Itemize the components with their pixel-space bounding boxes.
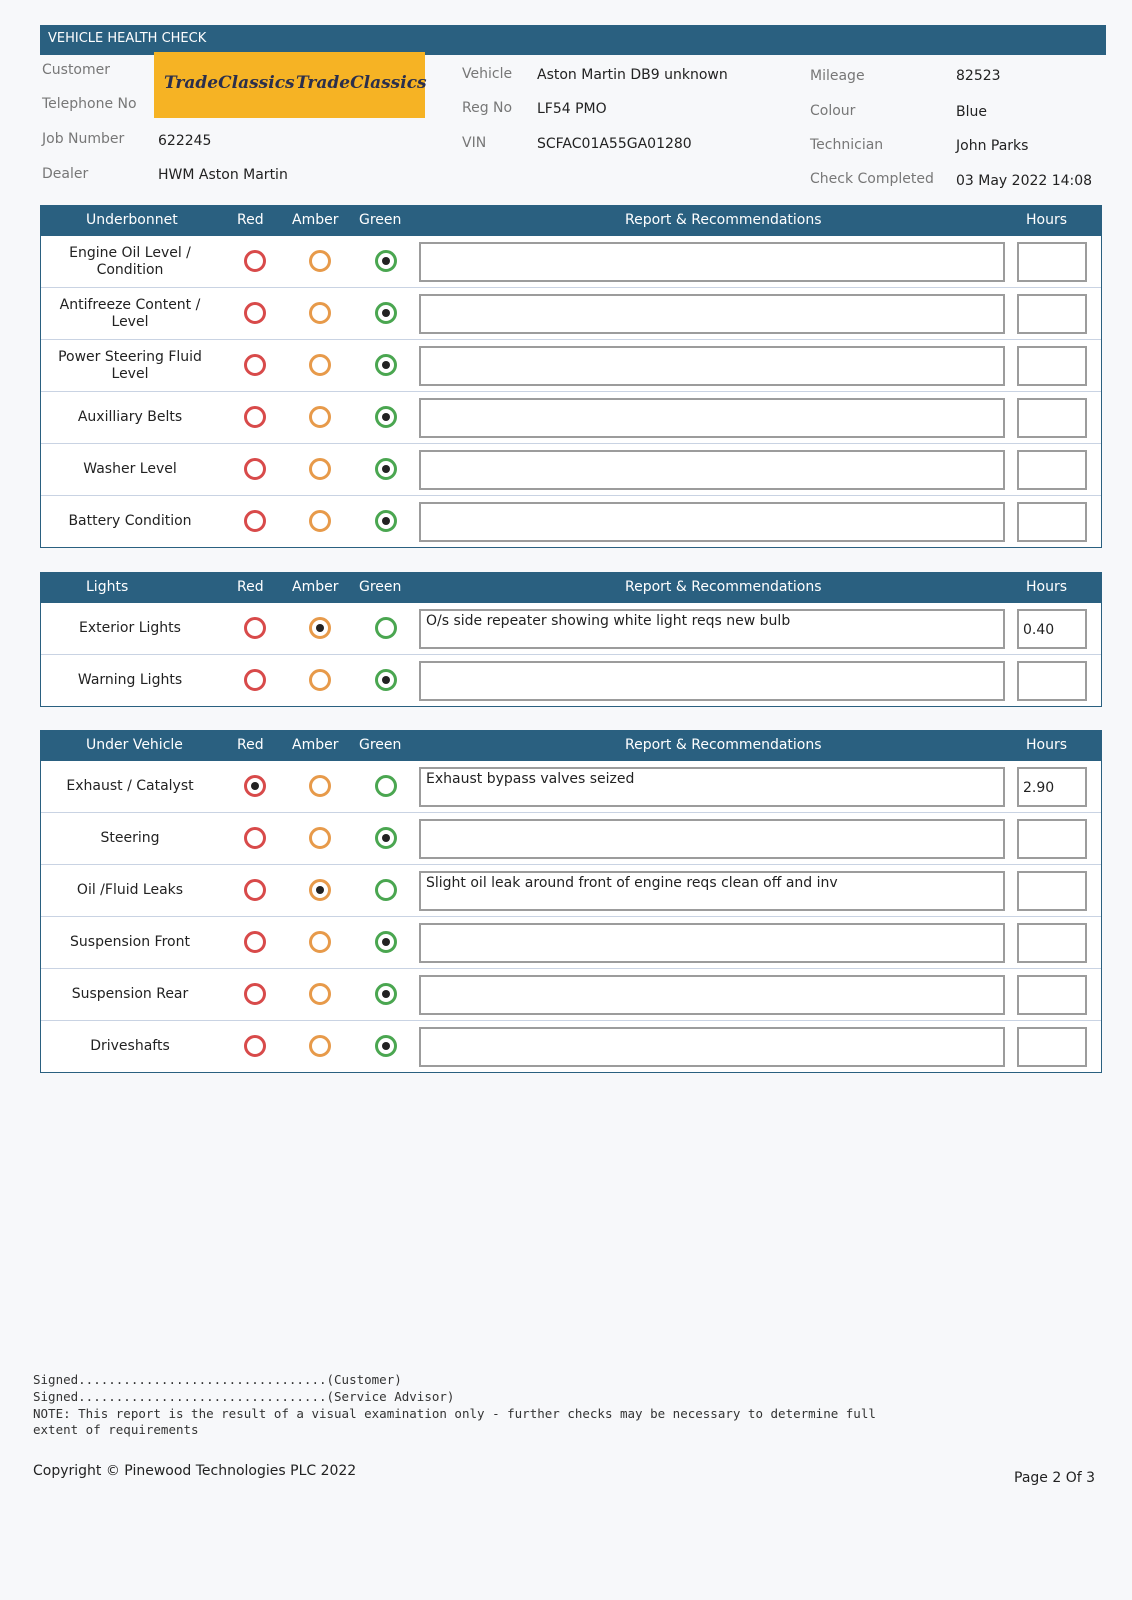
green-radio[interactable] xyxy=(375,983,397,1005)
col-amber-header: Amber xyxy=(292,579,339,595)
amber-radio[interactable] xyxy=(309,1035,331,1057)
amber-radio[interactable] xyxy=(309,983,331,1005)
red-radio[interactable] xyxy=(244,617,266,639)
vehicle-value: Aston Martin DB9 unknown xyxy=(537,67,728,83)
vin-label: VIN xyxy=(462,135,487,151)
green-radio[interactable] xyxy=(375,669,397,691)
section-header xyxy=(41,573,1101,603)
technician-value: John Parks xyxy=(956,138,1029,154)
amber-radio[interactable] xyxy=(309,302,331,324)
dealer-value: HWM Aston Martin xyxy=(158,167,288,183)
col-report-header: Report & Recommendations xyxy=(625,737,822,753)
col-hours-header: Hours xyxy=(1026,737,1068,753)
green-radio[interactable] xyxy=(375,250,397,272)
col-green-header: Green xyxy=(359,737,402,753)
report-field[interactable] xyxy=(419,1027,1005,1067)
check-row xyxy=(41,603,1101,654)
hours-field[interactable] xyxy=(1017,398,1087,438)
check-row xyxy=(41,968,1101,1020)
hours-field[interactable] xyxy=(1017,819,1087,859)
report-field[interactable] xyxy=(419,398,1005,438)
check-item-label: Auxilliary Belts xyxy=(77,409,183,425)
check-row xyxy=(41,1020,1101,1072)
col-green-header: Green xyxy=(359,579,402,595)
page-number: Page 2 Of 3 xyxy=(1014,1470,1096,1486)
check-row xyxy=(41,339,1101,391)
col-hours-header: Hours xyxy=(1026,212,1068,228)
hours-field[interactable]: 0.40 xyxy=(1017,609,1087,649)
green-radio[interactable] xyxy=(375,458,397,480)
hours-field[interactable] xyxy=(1017,871,1087,911)
check-item-label: Power Steering Fluid Level xyxy=(58,348,202,382)
check-item-label: Battery Condition xyxy=(68,513,192,529)
red-radio[interactable] xyxy=(244,458,266,480)
check-row xyxy=(41,761,1101,812)
green-radio[interactable] xyxy=(375,775,397,797)
report-field[interactable] xyxy=(419,450,1005,490)
reg-value: LF54 PMO xyxy=(537,101,607,117)
amber-radio[interactable] xyxy=(309,458,331,480)
job-number-value: 622245 xyxy=(158,133,212,149)
amber-radio[interactable] xyxy=(309,775,331,797)
amber-radio[interactable] xyxy=(309,617,331,639)
telephone-label: Telephone No xyxy=(42,96,137,112)
check-row xyxy=(41,443,1101,495)
col-report-header: Report & Recommendations xyxy=(625,579,822,595)
check-completed-label: Check Completed xyxy=(810,171,934,187)
hours-field[interactable] xyxy=(1017,975,1087,1015)
amber-radio[interactable] xyxy=(309,669,331,691)
dealer-label: Dealer xyxy=(42,166,89,182)
header-bar xyxy=(40,25,1106,55)
check-item-label: Oil /Fluid Leaks xyxy=(76,882,184,898)
col-red-header: Red xyxy=(237,212,264,228)
hours-field[interactable] xyxy=(1017,242,1087,282)
check-item-label: Warning Lights xyxy=(77,672,183,688)
col-amber-header: Amber xyxy=(292,737,339,753)
check-completed-value: 03 May 2022 14:08 xyxy=(956,173,1093,189)
check-row xyxy=(41,864,1101,916)
green-radio[interactable] xyxy=(375,931,397,953)
hours-field[interactable] xyxy=(1017,502,1087,542)
page-title: VEHICLE HEALTH CHECK xyxy=(48,31,207,46)
check-item-label: Driveshafts xyxy=(90,1038,170,1054)
check-item-label: Suspension Front xyxy=(70,934,190,950)
colour-label: Colour xyxy=(810,103,856,119)
hours-field[interactable]: 2.90 xyxy=(1017,767,1087,807)
green-radio[interactable] xyxy=(375,406,397,428)
green-radio[interactable] xyxy=(375,1035,397,1057)
signed-service-advisor: Signed.................................(Service Advisor) xyxy=(33,1389,455,1404)
red-radio[interactable] xyxy=(244,775,266,797)
section-title: Lights xyxy=(86,579,129,595)
report-field[interactable]: Exhaust bypass valves seized xyxy=(419,767,1005,807)
report-field[interactable] xyxy=(419,975,1005,1015)
section-title: Under Vehicle xyxy=(86,737,183,753)
amber-radio[interactable] xyxy=(309,406,331,428)
col-green-header: Green xyxy=(359,212,402,228)
amber-radio[interactable] xyxy=(309,931,331,953)
red-radio[interactable] xyxy=(244,827,266,849)
col-hours-header: Hours xyxy=(1026,579,1068,595)
report-field[interactable] xyxy=(419,346,1005,386)
hours-field[interactable] xyxy=(1017,294,1087,334)
check-row xyxy=(41,391,1101,443)
check-row xyxy=(41,916,1101,968)
check-row xyxy=(41,812,1101,864)
report-field[interactable] xyxy=(419,242,1005,282)
check-item-label: Suspension Rear xyxy=(71,986,189,1002)
green-radio[interactable] xyxy=(375,827,397,849)
mileage-label: Mileage xyxy=(810,68,865,84)
green-radio[interactable] xyxy=(375,302,397,324)
vehicle-label: Vehicle xyxy=(462,66,513,82)
check-item-label: Antifreeze Content / Level xyxy=(59,296,201,330)
check-item-label: Exhaust / Catalyst xyxy=(66,778,194,794)
signed-customer: Signed.................................(Customer) xyxy=(33,1372,402,1387)
red-radio[interactable] xyxy=(244,1035,266,1057)
report-field[interactable]: O/s side repeater showing white light reqs new bulb xyxy=(419,609,1005,649)
red-radio[interactable] xyxy=(244,983,266,1005)
section-header xyxy=(41,206,1101,236)
green-radio[interactable] xyxy=(375,879,397,901)
hours-field[interactable] xyxy=(1017,346,1087,386)
hours-field[interactable] xyxy=(1017,661,1087,701)
check-item-label: Steering xyxy=(100,830,160,846)
col-report-header: Report & Recommendations xyxy=(625,212,822,228)
trade-classics-logo xyxy=(154,52,425,118)
col-red-header: Red xyxy=(237,579,264,595)
amber-radio[interactable] xyxy=(309,827,331,849)
report-field[interactable] xyxy=(419,294,1005,334)
col-red-header: Red xyxy=(237,737,264,753)
section-lights xyxy=(40,572,1102,707)
copyright: Copyright © Pinewood Technologies PLC 2022 xyxy=(33,1463,357,1479)
amber-radio[interactable] xyxy=(309,250,331,272)
check-row xyxy=(41,495,1101,547)
report-field[interactable] xyxy=(419,661,1005,701)
green-radio[interactable] xyxy=(375,617,397,639)
red-radio[interactable] xyxy=(244,510,266,532)
red-radio[interactable] xyxy=(244,879,266,901)
red-radio[interactable] xyxy=(244,931,266,953)
report-field[interactable] xyxy=(419,502,1005,542)
amber-radio[interactable] xyxy=(309,354,331,376)
hours-field[interactable] xyxy=(1017,1027,1087,1067)
section-under-vehicle xyxy=(40,730,1102,1073)
green-radio[interactable] xyxy=(375,354,397,376)
red-radio[interactable] xyxy=(244,669,266,691)
logo-text-left: TradeClassics xyxy=(164,73,295,93)
mileage-value: 82523 xyxy=(956,68,1001,84)
section-header xyxy=(41,731,1101,761)
vin-value: SCFAC01A55GA01280 xyxy=(537,136,692,152)
report-field[interactable]: Slight oil leak around front of engine reqs clean off and inv xyxy=(419,871,1005,911)
green-radio[interactable] xyxy=(375,510,397,532)
check-item-label: Exterior Lights xyxy=(79,620,181,636)
technician-label: Technician xyxy=(810,137,884,153)
red-radio[interactable] xyxy=(244,250,266,272)
col-amber-header: Amber xyxy=(292,212,339,228)
report-field[interactable] xyxy=(419,819,1005,859)
red-radio[interactable] xyxy=(244,354,266,376)
red-radio[interactable] xyxy=(244,302,266,324)
section-title: Underbonnet xyxy=(86,212,178,228)
amber-radio[interactable] xyxy=(309,510,331,532)
hours-field[interactable] xyxy=(1017,923,1087,963)
colour-value: Blue xyxy=(956,104,987,120)
check-row xyxy=(41,287,1101,339)
check-item-label: Washer Level xyxy=(83,461,177,477)
job-number-label: Job Number xyxy=(42,131,125,147)
section-underbonnet xyxy=(40,205,1102,548)
report-field[interactable] xyxy=(419,923,1005,963)
hours-field[interactable] xyxy=(1017,450,1087,490)
check-row xyxy=(41,654,1101,706)
reg-label: Reg No xyxy=(462,100,513,116)
amber-radio[interactable] xyxy=(309,879,331,901)
red-radio[interactable] xyxy=(244,406,266,428)
check-row xyxy=(41,236,1101,287)
note-line-2: extent of requirements xyxy=(33,1422,199,1437)
customer-label: Customer xyxy=(42,62,111,78)
check-item-label: Engine Oil Level / Condition xyxy=(69,244,191,278)
note-line-1: NOTE: This report is the result of a visual examination only - further checks may be necessary to determine full xyxy=(33,1406,876,1421)
logo-text-right: TradeClassics xyxy=(296,73,427,93)
